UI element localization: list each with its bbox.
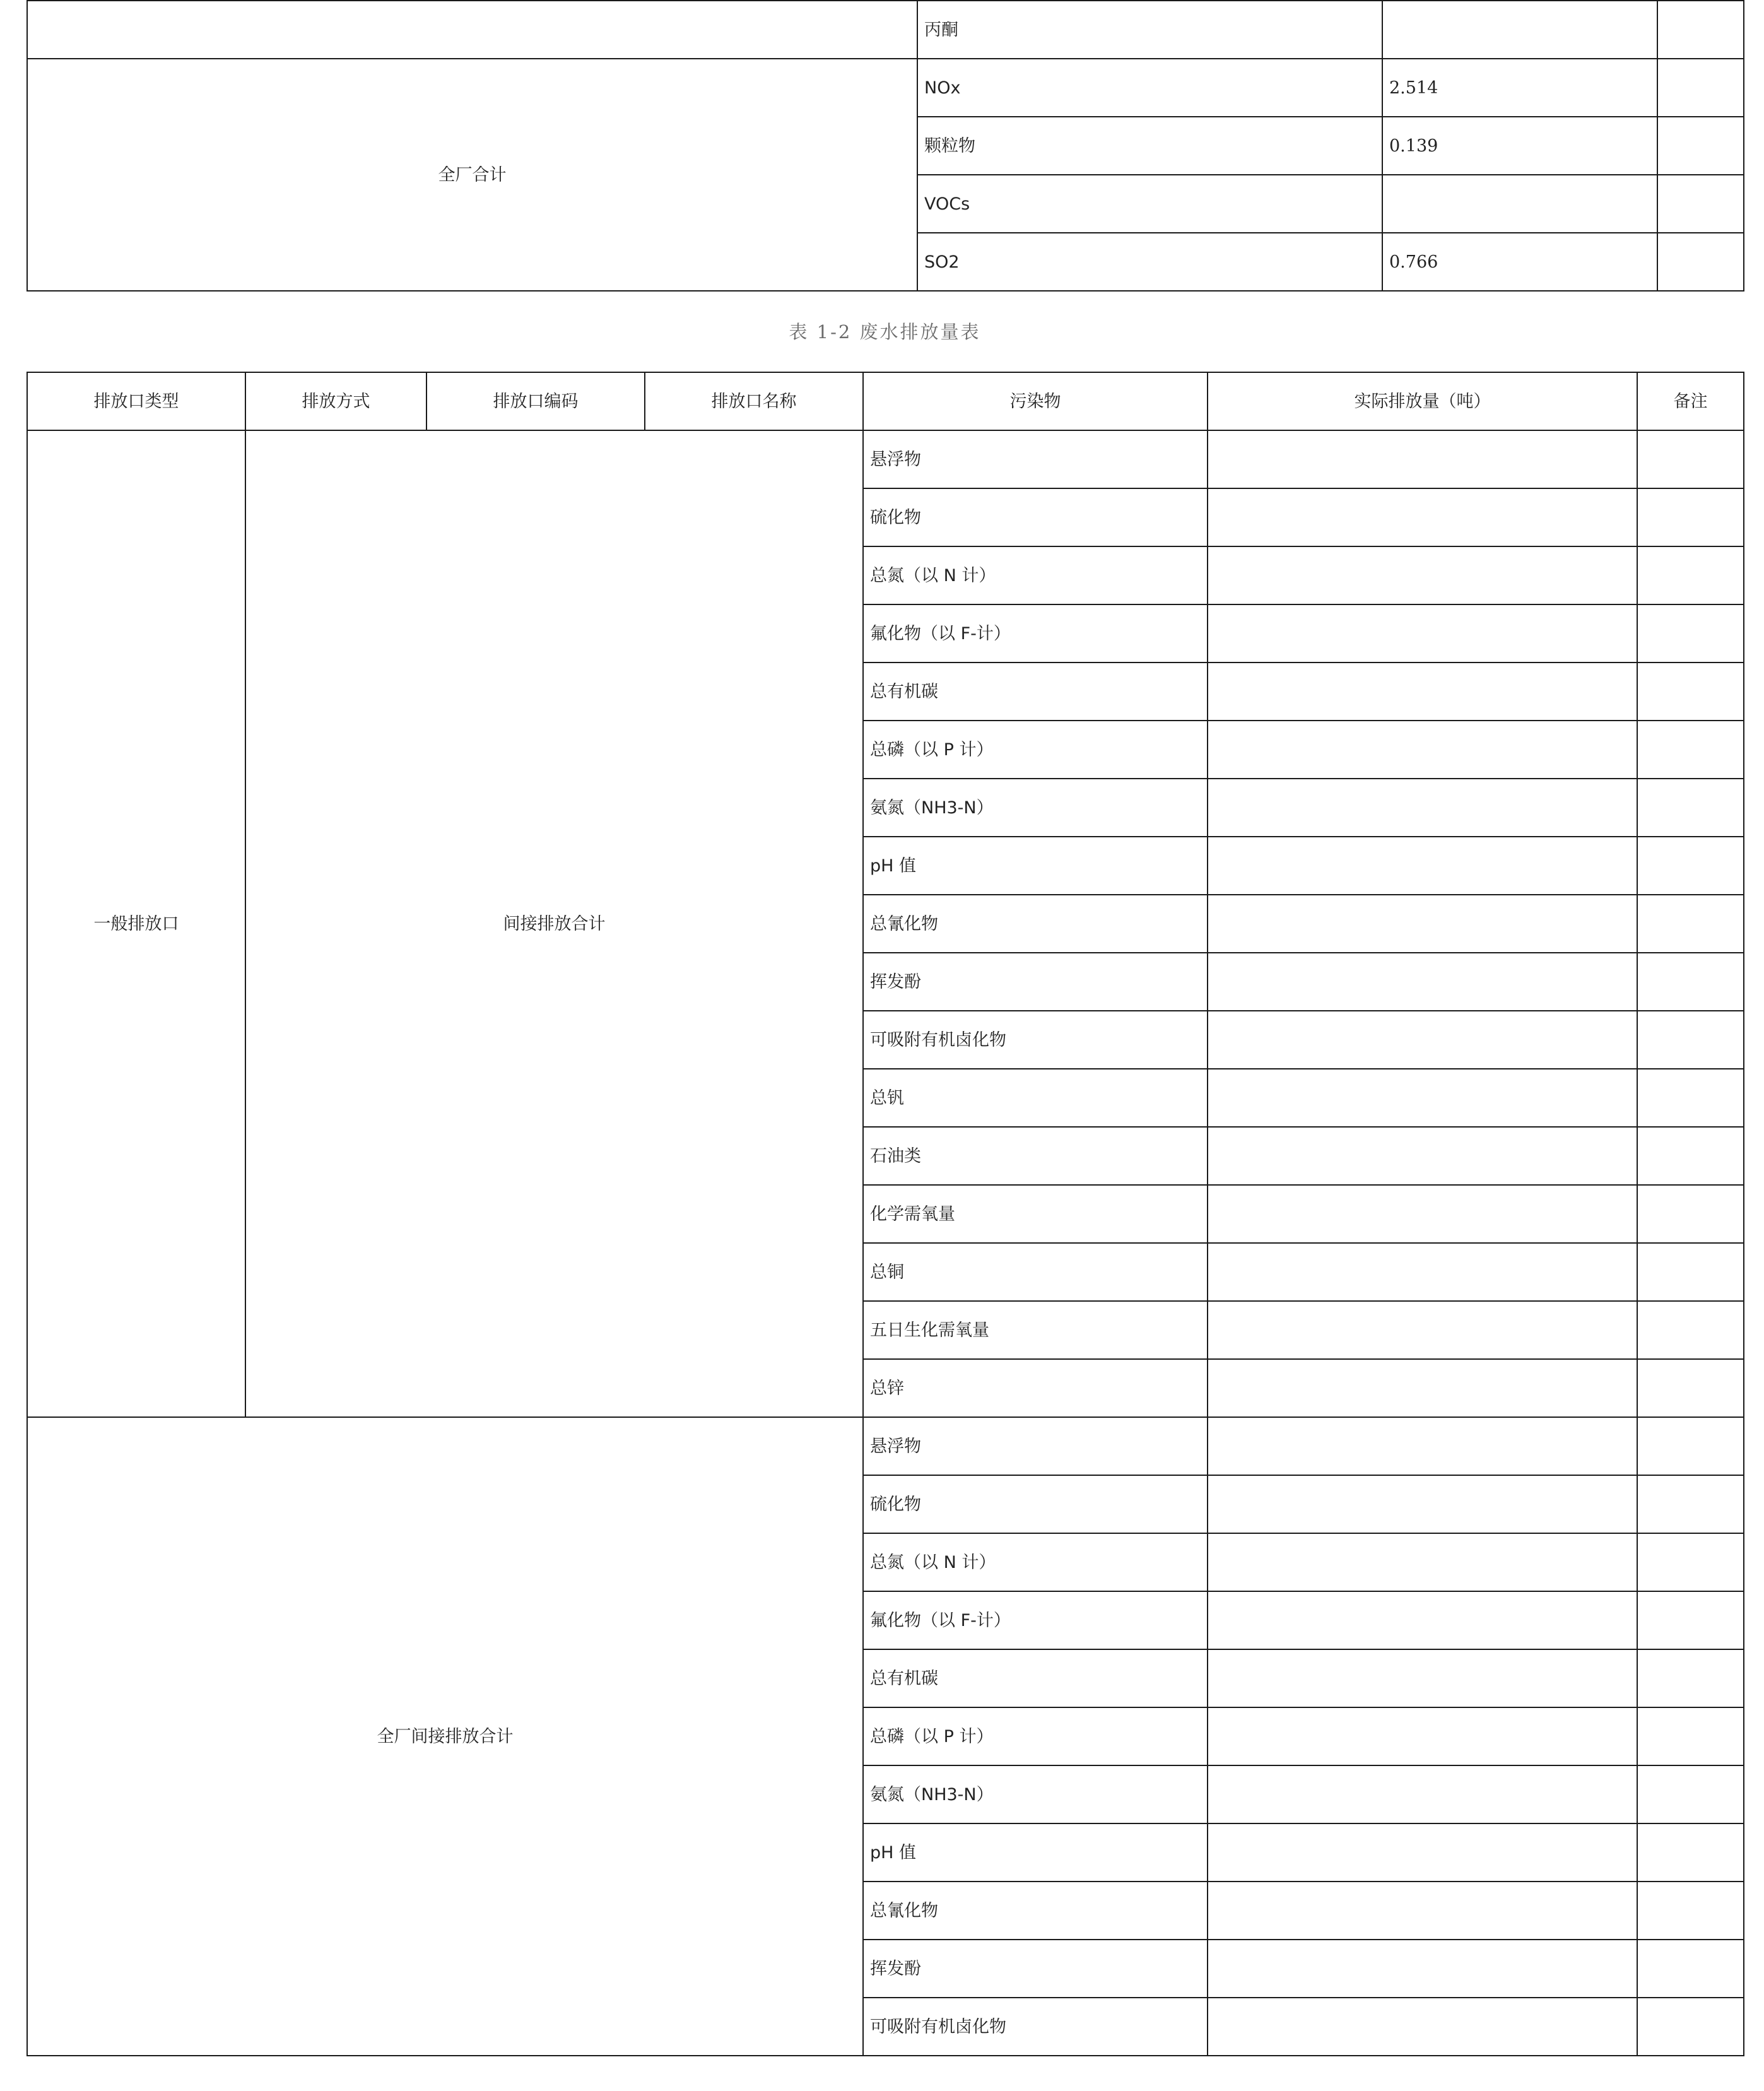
remark-cell — [1657, 117, 1744, 175]
pollutant-cell: 可吸附有机卤化物 — [863, 1998, 1208, 2056]
outlet-type-cell: 一般排放口 — [27, 430, 245, 1417]
amount-cell — [1208, 953, 1637, 1011]
amount-cell: 0.766 — [1382, 233, 1657, 291]
table-row — [27, 1417, 1744, 1475]
table-row — [27, 430, 1744, 488]
remark-cell — [1637, 1591, 1744, 1649]
remark-cell — [1637, 837, 1744, 895]
remark-cell — [1637, 1998, 1744, 2056]
amount-cell — [1208, 1069, 1637, 1127]
amount-cell — [1208, 1301, 1637, 1359]
pollutant-cell: 氟化物（以 F-计） — [863, 604, 1208, 663]
header-actual-amount: 实际排放量（吨） — [1208, 372, 1637, 430]
remark-cell — [1657, 175, 1744, 233]
amount-cell — [1208, 1533, 1637, 1591]
header-outlet-name: 排放口名称 — [645, 372, 863, 430]
table-body — [27, 430, 1744, 2056]
amount-cell — [1208, 779, 1637, 837]
remark-cell — [1657, 59, 1744, 117]
pollutant-cell: 石油类 — [863, 1127, 1208, 1185]
amount-cell — [1208, 1127, 1637, 1185]
remark-cell — [1637, 1940, 1744, 1998]
remark-cell — [1637, 1882, 1744, 1940]
pollutant-cell: 氟化物（以 F-计） — [863, 1591, 1208, 1649]
pollutant-cell: 硫化物 — [863, 488, 1208, 546]
amount-cell — [1208, 1707, 1637, 1765]
remark-cell — [1637, 1127, 1744, 1185]
amount-cell — [1208, 837, 1637, 895]
pollutant-cell: 颗粒物 — [917, 117, 1382, 175]
air-emission-table — [26, 0, 1744, 292]
amount-cell — [1208, 1475, 1637, 1533]
amount-cell — [1382, 175, 1657, 233]
pollutant-cell: 氨氮（NH3-N） — [863, 779, 1208, 837]
amount-cell — [1208, 1243, 1637, 1301]
pollutant-cell: 丙酮 — [917, 1, 1382, 59]
header-outlet-code: 排放口编码 — [426, 372, 645, 430]
remark-cell — [1637, 1301, 1744, 1359]
amount-cell — [1208, 1940, 1637, 1998]
pollutant-cell: 硫化物 — [863, 1475, 1208, 1533]
header-discharge-mode: 排放方式 — [245, 372, 426, 430]
pollutant-cell: 氨氮（NH3-N） — [863, 1765, 1208, 1823]
pollutant-cell: pH 值 — [863, 1823, 1208, 1882]
header-pollutant: 污染物 — [863, 372, 1208, 430]
amount-cell — [1208, 430, 1637, 488]
amount-cell — [1208, 1185, 1637, 1243]
amount-cell — [1208, 1823, 1637, 1882]
discharge-mode-cell: 间接排放合计 — [245, 430, 863, 1417]
remark-cell — [1637, 1707, 1744, 1765]
empty-cell — [27, 1, 917, 59]
pollutant-cell: 总有机碳 — [863, 1649, 1208, 1707]
remark-cell — [1657, 233, 1744, 291]
pollutant-cell: 总氮（以 N 计） — [863, 546, 1208, 604]
pollutant-cell: 五日生化需氧量 — [863, 1301, 1208, 1359]
remark-cell — [1637, 721, 1744, 779]
amount-cell — [1208, 1765, 1637, 1823]
amount-cell — [1208, 663, 1637, 721]
remark-cell — [1637, 1649, 1744, 1707]
amount-cell — [1208, 488, 1637, 546]
pollutant-cell: 总铜 — [863, 1243, 1208, 1301]
header-outlet-type: 排放口类型 — [27, 372, 245, 430]
amount-cell — [1208, 546, 1637, 604]
pollutant-cell: 总锌 — [863, 1359, 1208, 1417]
remark-cell — [1637, 1417, 1744, 1475]
remark-cell — [1637, 1823, 1744, 1882]
pollutant-cell: 总有机碳 — [863, 663, 1208, 721]
remark-cell — [1657, 1, 1744, 59]
remark-cell — [1637, 1011, 1744, 1069]
amount-cell — [1208, 1011, 1637, 1069]
remark-cell — [1637, 1243, 1744, 1301]
amount-cell — [1208, 604, 1637, 663]
plant-indirect-total-label: 全厂间接排放合计 — [27, 1417, 863, 2056]
pollutant-cell: 悬浮物 — [863, 430, 1208, 488]
amount-cell — [1208, 895, 1637, 953]
pollutant-cell: 挥发酚 — [863, 1940, 1208, 1998]
amount-cell — [1208, 1998, 1637, 2056]
pollutant-cell: VOCs — [917, 175, 1382, 233]
table-row — [27, 59, 1744, 117]
pollutant-cell: 总磷（以 P 计） — [863, 1707, 1208, 1765]
pollutant-cell: pH 值 — [863, 837, 1208, 895]
remark-cell — [1637, 430, 1744, 488]
remark-cell — [1637, 1475, 1744, 1533]
pollutant-cell: 总磷（以 P 计） — [863, 721, 1208, 779]
plant-total-label: 全厂合计 — [27, 59, 917, 291]
amount-cell — [1208, 1417, 1637, 1475]
remark-cell — [1637, 604, 1744, 663]
remark-cell — [1637, 1359, 1744, 1417]
remark-cell — [1637, 953, 1744, 1011]
pollutant-cell: SO2 — [917, 233, 1382, 291]
header-remark: 备注 — [1637, 372, 1744, 430]
table-caption: 表 1-2 废水排放量表 — [789, 321, 981, 343]
wastewater-emission-table — [26, 372, 1744, 2056]
pollutant-cell: 可吸附有机卤化物 — [863, 1011, 1208, 1069]
pollutant-cell: 总氰化物 — [863, 895, 1208, 953]
remark-cell — [1637, 546, 1744, 604]
pollutant-cell: 总氮（以 N 计） — [863, 1533, 1208, 1591]
pollutant-cell: 挥发酚 — [863, 953, 1208, 1011]
amount-cell: 2.514 — [1382, 59, 1657, 117]
remark-cell — [1637, 1765, 1744, 1823]
amount-cell — [1208, 1649, 1637, 1707]
pollutant-cell: 总钒 — [863, 1069, 1208, 1127]
remark-cell — [1637, 1069, 1744, 1127]
pollutant-cell: 总氰化物 — [863, 1882, 1208, 1940]
pollutant-cell: 化学需氧量 — [863, 1185, 1208, 1243]
remark-cell — [1637, 1533, 1744, 1591]
amount-cell — [1382, 1, 1657, 59]
pollutant-cell: 悬浮物 — [863, 1417, 1208, 1475]
remark-cell — [1637, 488, 1744, 546]
amount-cell — [1208, 1359, 1637, 1417]
pollutant-cell: NOx — [917, 59, 1382, 117]
remark-cell — [1637, 895, 1744, 953]
remark-cell — [1637, 779, 1744, 837]
amount-cell: 0.139 — [1382, 117, 1657, 175]
header-row — [27, 372, 1744, 430]
table-row — [27, 1, 1744, 59]
remark-cell — [1637, 663, 1744, 721]
amount-cell — [1208, 1591, 1637, 1649]
amount-cell — [1208, 721, 1637, 779]
remark-cell — [1637, 1185, 1744, 1243]
amount-cell — [1208, 1882, 1637, 1940]
